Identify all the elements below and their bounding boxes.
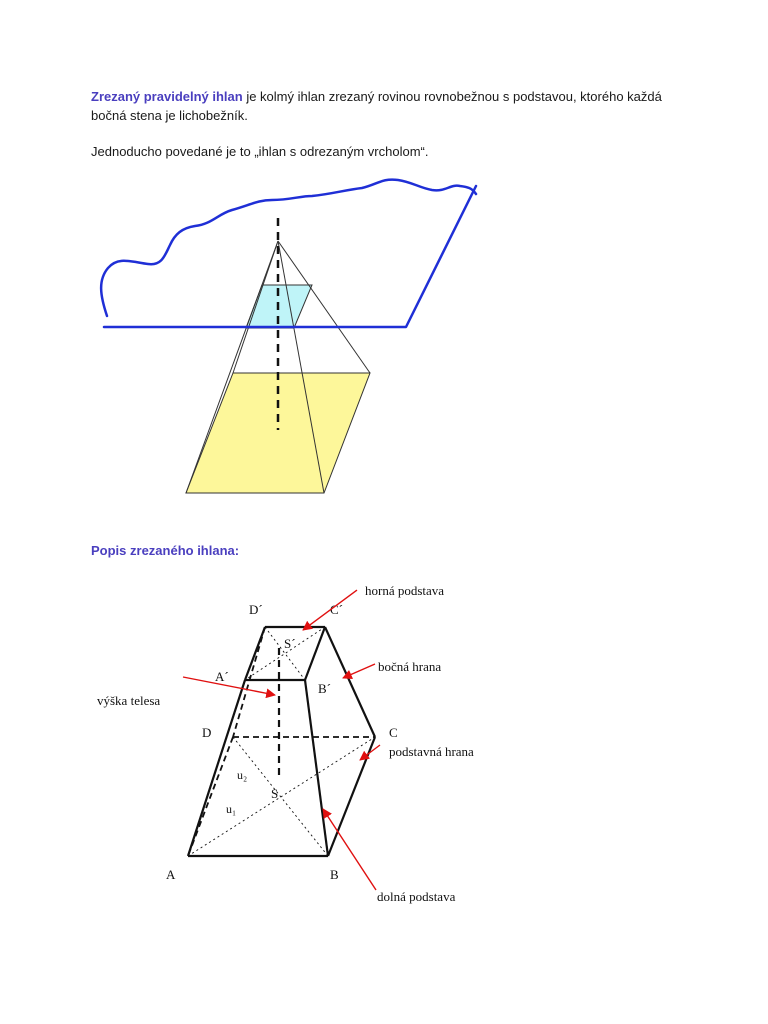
label-a: A — [166, 867, 176, 882]
section-heading: Popis zrezaného ihlana: — [91, 543, 240, 558]
label-top-center: S´ — [284, 636, 296, 651]
label-center: S — [271, 786, 279, 801]
callout-bottom-base: dolná podstava — [377, 889, 456, 904]
frustum-solid-edges — [188, 627, 375, 856]
label-d: D — [202, 725, 212, 740]
label-u1: u₁ — [226, 802, 237, 816]
label-b: B — [330, 867, 339, 882]
arrow-lateral-edge — [343, 664, 375, 678]
simple-explanation: Jednoducho povedané je to „ihlan s odrezaným vrcholom“. — [91, 144, 429, 159]
definition-paragraph — [91, 87, 691, 125]
frustum-diagram — [0, 570, 768, 920]
frustum-hidden-edges — [188, 627, 375, 856]
term-highlight: Zrezaný pravidelný ihlan — [91, 89, 243, 104]
definition-text: je kolmý ihlan zrezaný rovinou rovnobežnou s podstavou, ktorého každá bočná stena je lichobežník. — [91, 89, 662, 123]
label-top-c: C´ — [330, 602, 343, 617]
base-diagonals — [188, 627, 375, 856]
label-top-a: A´ — [215, 669, 229, 684]
callout-lateral-edge: bočná hrana — [378, 659, 442, 674]
label-top-b: B´ — [318, 681, 331, 696]
arrow-top-base — [303, 590, 357, 630]
label-c: C — [389, 725, 398, 740]
label-u2: u₂ — [237, 768, 248, 782]
label-top-d: D´ — [249, 602, 263, 617]
callout-height: výška telesa — [97, 693, 161, 708]
cut-pyramid-figure — [0, 170, 768, 510]
callout-top-base: horná podstava — [365, 583, 445, 598]
callout-base-edge: podstavná hrana — [389, 744, 474, 759]
callout-arrows — [183, 590, 380, 890]
